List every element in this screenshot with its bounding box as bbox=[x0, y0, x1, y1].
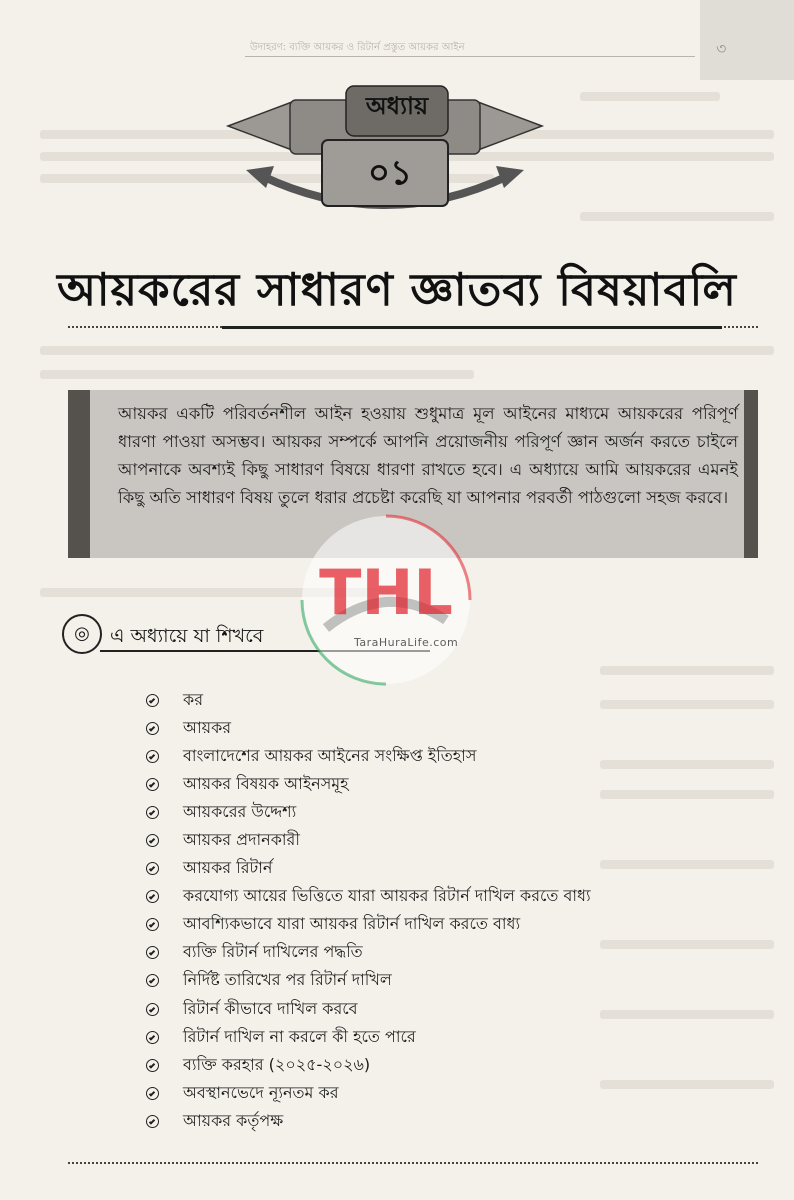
list-item-label: বাংলাদেশের আয়কর আইনের সংক্ষিপ্ত ইতিহাস bbox=[183, 745, 477, 765]
title-underline bbox=[222, 326, 722, 329]
list-item bbox=[146, 883, 591, 911]
list-item bbox=[146, 770, 591, 798]
check-bullet-icon bbox=[146, 1115, 159, 1128]
list-item-label: রিটার্ন কীভাবে দাখিল করবে bbox=[183, 998, 358, 1018]
list-item bbox=[146, 1023, 591, 1051]
check-bullet-icon bbox=[146, 778, 159, 791]
page-corner bbox=[700, 0, 794, 80]
list-item-label: আয়কর bbox=[183, 717, 232, 737]
intro-text: আয়কর একটি পরিবর্তনশীল আইন হওয়ায় শুধুমাত্র মূল আইনের মাধ্যমে আয়করের পরিপূর্ণ ধারণা পাওয়া অসম্ভব। আয়কর সম্পর্কে আপনি প্রয়োজনীয় পরিপূর্ণ জ্ঞান অর্জন করতে চাইলে আপনাকে অবশ্যই কিছু সাধারণ বিষয়ে ধারণা রাখতে হবে। এ অধ্যায়ে আমি আয়করের এমনই কিছু অতি সাধারণ বিষয় তুলে ধরার প্রচেষ্টা করেছি যা আপনার পরবর্তী পাঠগুলো সহজ করবে। bbox=[118, 404, 738, 507]
list-item-label: আয়কর প্রদানকারী bbox=[183, 830, 300, 850]
check-bullet-icon bbox=[146, 750, 159, 763]
list-item bbox=[146, 742, 591, 770]
target-icon: ◎ bbox=[62, 614, 102, 654]
check-bullet-icon bbox=[146, 918, 159, 931]
check-bullet-icon bbox=[146, 974, 159, 987]
list-item-label: আয়কর কর্তৃপক্ষ bbox=[183, 1110, 284, 1130]
list-item-label: অবস্থানভেদে ন্যূনতম কর bbox=[183, 1082, 339, 1102]
list-item-label: ব্যক্তি রিটার্ন দাখিলের পদ্ধতি bbox=[183, 942, 363, 962]
list-item-label: আয়কর রিটার্ন bbox=[183, 858, 273, 878]
check-bullet-icon bbox=[146, 862, 159, 875]
header-rule bbox=[245, 56, 695, 57]
list-item bbox=[146, 826, 591, 854]
running-head: উদাহরণ: ব্যক্তি আয়কর ও রিটার্ন প্রস্তুত আয়কর আইন bbox=[250, 42, 465, 53]
watermark-logo-text: THL bbox=[319, 556, 453, 629]
list-item bbox=[146, 714, 591, 742]
list-item-label: আয়কর বিষয়ক আইনসমূহ bbox=[183, 773, 349, 793]
watermark-logo bbox=[296, 510, 476, 690]
check-bullet-icon bbox=[146, 946, 159, 959]
check-bullet-icon bbox=[146, 806, 159, 819]
intro-box-left-bar bbox=[68, 390, 90, 558]
chapter-label: অধ্যায় bbox=[365, 92, 429, 120]
check-bullet-icon bbox=[146, 722, 159, 735]
list-item bbox=[146, 995, 591, 1023]
list-item-label: আবশ্যিকভাবে যারা আয়কর রিটার্ন দাখিল করতে বাধ্য bbox=[183, 914, 521, 934]
list-item bbox=[146, 1051, 591, 1079]
list-item-label: নির্দিষ্ট তারিখের পর রিটার্ন দাখিল bbox=[183, 970, 392, 990]
topic-list bbox=[146, 686, 591, 1136]
check-bullet-icon bbox=[146, 694, 159, 707]
list-item-label: করযোগ্য আয়ের ভিত্তিতে যারা আয়কর রিটার্ন দাখিল করতে বাধ্য bbox=[183, 886, 591, 906]
page-number: ৩ bbox=[716, 39, 727, 58]
list-item bbox=[146, 1107, 591, 1135]
intro-box-right-bar bbox=[744, 390, 758, 558]
bottom-dotted-rule bbox=[68, 1162, 758, 1164]
chapter-number: ০১ bbox=[367, 153, 413, 193]
list-item bbox=[146, 686, 591, 714]
check-bullet-icon bbox=[146, 834, 159, 847]
watermark-site: TaraHuraLife.com bbox=[354, 636, 459, 649]
check-bullet-icon bbox=[146, 1059, 159, 1072]
chapter-title: আয়করের সাধারণ জ্ঞাতব্য বিষয়াবলি bbox=[57, 263, 737, 317]
learn-title: এ অধ্যায়ে যা শিখবে bbox=[110, 625, 264, 647]
list-item bbox=[146, 939, 591, 967]
list-item-label: কর bbox=[183, 689, 203, 709]
check-bullet-icon bbox=[146, 1003, 159, 1016]
list-item bbox=[146, 967, 591, 995]
check-bullet-icon bbox=[146, 1087, 159, 1100]
list-item-label: আয়করের উদ্দেশ্য bbox=[183, 801, 297, 821]
list-item bbox=[146, 911, 591, 939]
list-item bbox=[146, 855, 591, 883]
list-item-label: রিটার্ন দাখিল না করলে কী হতে পারে bbox=[183, 1026, 416, 1046]
list-item bbox=[146, 798, 591, 826]
check-bullet-icon bbox=[146, 1031, 159, 1044]
check-bullet-icon bbox=[146, 890, 159, 903]
list-item bbox=[146, 1079, 591, 1107]
list-item-label: ব্যক্তি করহার (২০২৫-২০২৬) bbox=[183, 1054, 371, 1074]
